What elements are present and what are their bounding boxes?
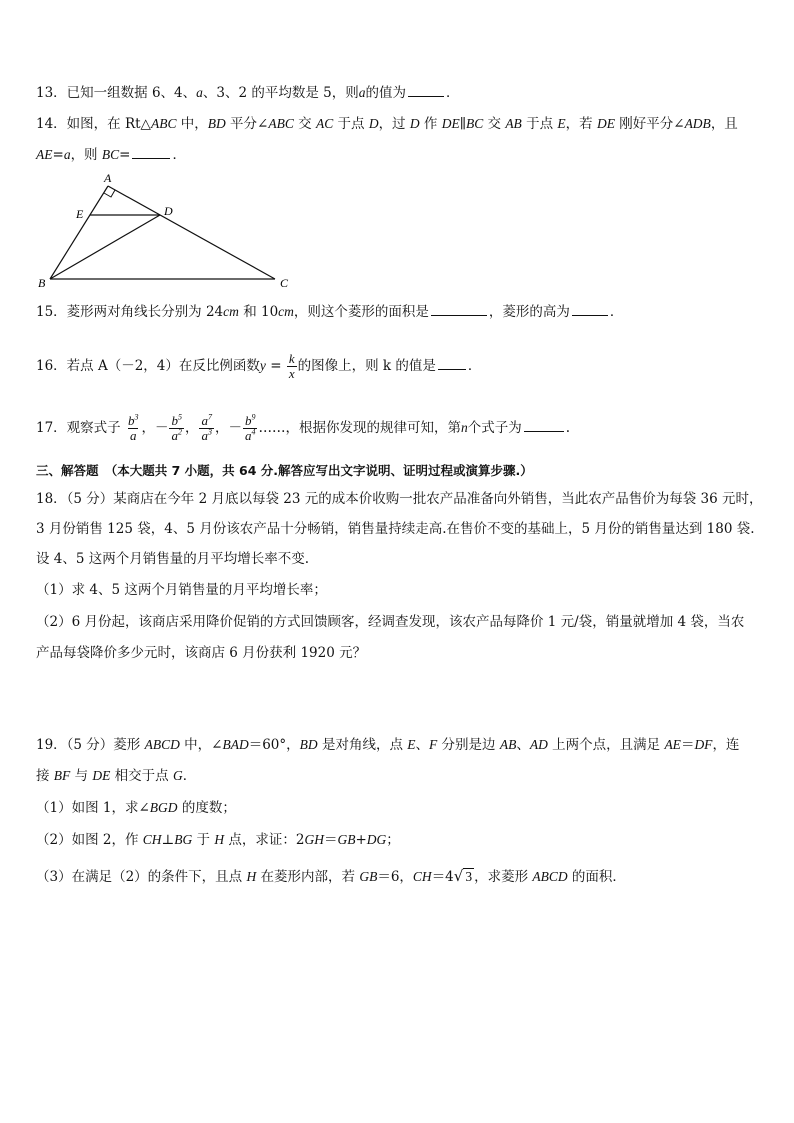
label-d: D — [164, 204, 173, 218]
question-19-line-1: 19．（5 分）菱形 ABCD 中，∠BAD＝60°，BD 是对角线，点 E、F 分别是边 AB、AD 上两个点，且满足 AE＝DF，连 — [36, 737, 740, 753]
question-18-line-3: 设 4、5 这两个月销售量的月平均增长率不变. — [36, 551, 310, 567]
segment-bd — [50, 215, 160, 279]
question-15: 15．菱形两对角线长分别为 24cm 和 10cm，则这个菱形的面积是 ，菱形的高为 ． — [36, 301, 623, 322]
answer-blank-area[interactable] — [431, 301, 487, 316]
fraction-3: $\frac{a^7}{a^3}$ — [201, 412, 212, 443]
question-16: 16．若点 A（－2，4）在反比例函数y = $\frac{k}{x}$ 的图像上，则 k 的值是 ． — [36, 351, 482, 381]
section-3-heading: 三、解答题 （本大题共 7 小题，共 64 分.解答应写出文字说明、证明过程或演算步骤.） — [36, 463, 533, 478]
fraction-k-over-x: $\frac{k}{x}$ — [288, 351, 295, 381]
question-18-line-2: 3 月份销售 125 袋，4、5 月份该农产品十分畅销，销售量持续走高.在售价不变的基础上，5 月份的销售量达到 180 袋. — [36, 521, 755, 537]
question-19-part-2: （2）如图 2，作 CH⊥BG 于 H 点，求证：2GH＝GB+DG； — [36, 832, 400, 848]
label-b: B — [38, 276, 46, 290]
fraction-1: $\frac{b^3}{a}$ — [127, 412, 139, 443]
question-18-part-2-line-1: （2）6 月份起，该商店采用降价促销的方式回馈顾客，经调查发现，该农产品每降价 1 元/袋，销量就增加 4 袋，当农 — [36, 614, 745, 630]
question-18-part-2-line-2: 产品每袋降价多少元时，该商店 6 月份获利 1920 元？ — [36, 645, 367, 661]
question-19-part-1: （1）如图 1，求∠BGD 的度数； — [36, 800, 236, 816]
fraction-2: $\frac{b^5}{a^2}$ — [171, 412, 182, 443]
question-18-line-1: 18．（5 分）某商店在今年 2 月底以每袋 23 元的成本价收购一批农产品准备向外销售，当此农产品售价为每袋 36 元时， — [36, 491, 763, 507]
answer-blank[interactable] — [438, 355, 466, 370]
segment-ac — [108, 186, 275, 279]
question-18-part-1: （1）求 4、5 这两个月销售量的月平均增长率； — [36, 582, 327, 598]
question-19-line-2: 接 BF 与 DE 相交于点 G． — [36, 768, 197, 784]
question-19-part-3: （3）在满足（2）的条件下，且点 H 在菱形内部，若 GB＝6，CH＝4√ 3 ，求菱形 ABCD 的面积． — [36, 867, 626, 885]
fraction-4: $\frac{b^9}{a^4}$ — [244, 412, 256, 443]
answer-blank[interactable] — [408, 82, 444, 97]
question-13: 13．已知一组数据 6、4、a、3、2 的平均数是 5，则a的值为 ． — [36, 82, 460, 103]
answer-blank-height[interactable] — [572, 301, 608, 316]
question-17: 17．观察式子 $\frac{b^3}{a}$ ，－ $\frac{b^5}{a^2}$ ， $\frac{a^7}{a^3}$ ，－ $\frac{b^9}{a^4}$ ……，根据你发现的规律可知，第n个式子为 . — [36, 412, 571, 443]
answer-blank[interactable] — [524, 417, 564, 432]
label-c: C — [280, 276, 289, 290]
right-angle-mark — [104, 190, 115, 197]
question-14-line-2: AE=a，则 BC= ． — [36, 144, 186, 165]
question-14-line-1: 14．如图，在 Rt△ABC 中，BD 平分∠ABC 交 AC 于点 D，过 D 作 DE∥BC 交 AB 于点 E，若 DE 刚好平分∠ADB，且 — [36, 116, 738, 132]
segment-ab — [50, 186, 108, 279]
sqrt-radicand: 3 — [465, 869, 473, 884]
triangle-figure — [30, 166, 300, 291]
label-a: A — [104, 171, 112, 185]
answer-blank[interactable] — [132, 144, 170, 159]
label-e: E — [76, 207, 84, 221]
sqrt-symbol: √ — [453, 867, 464, 885]
